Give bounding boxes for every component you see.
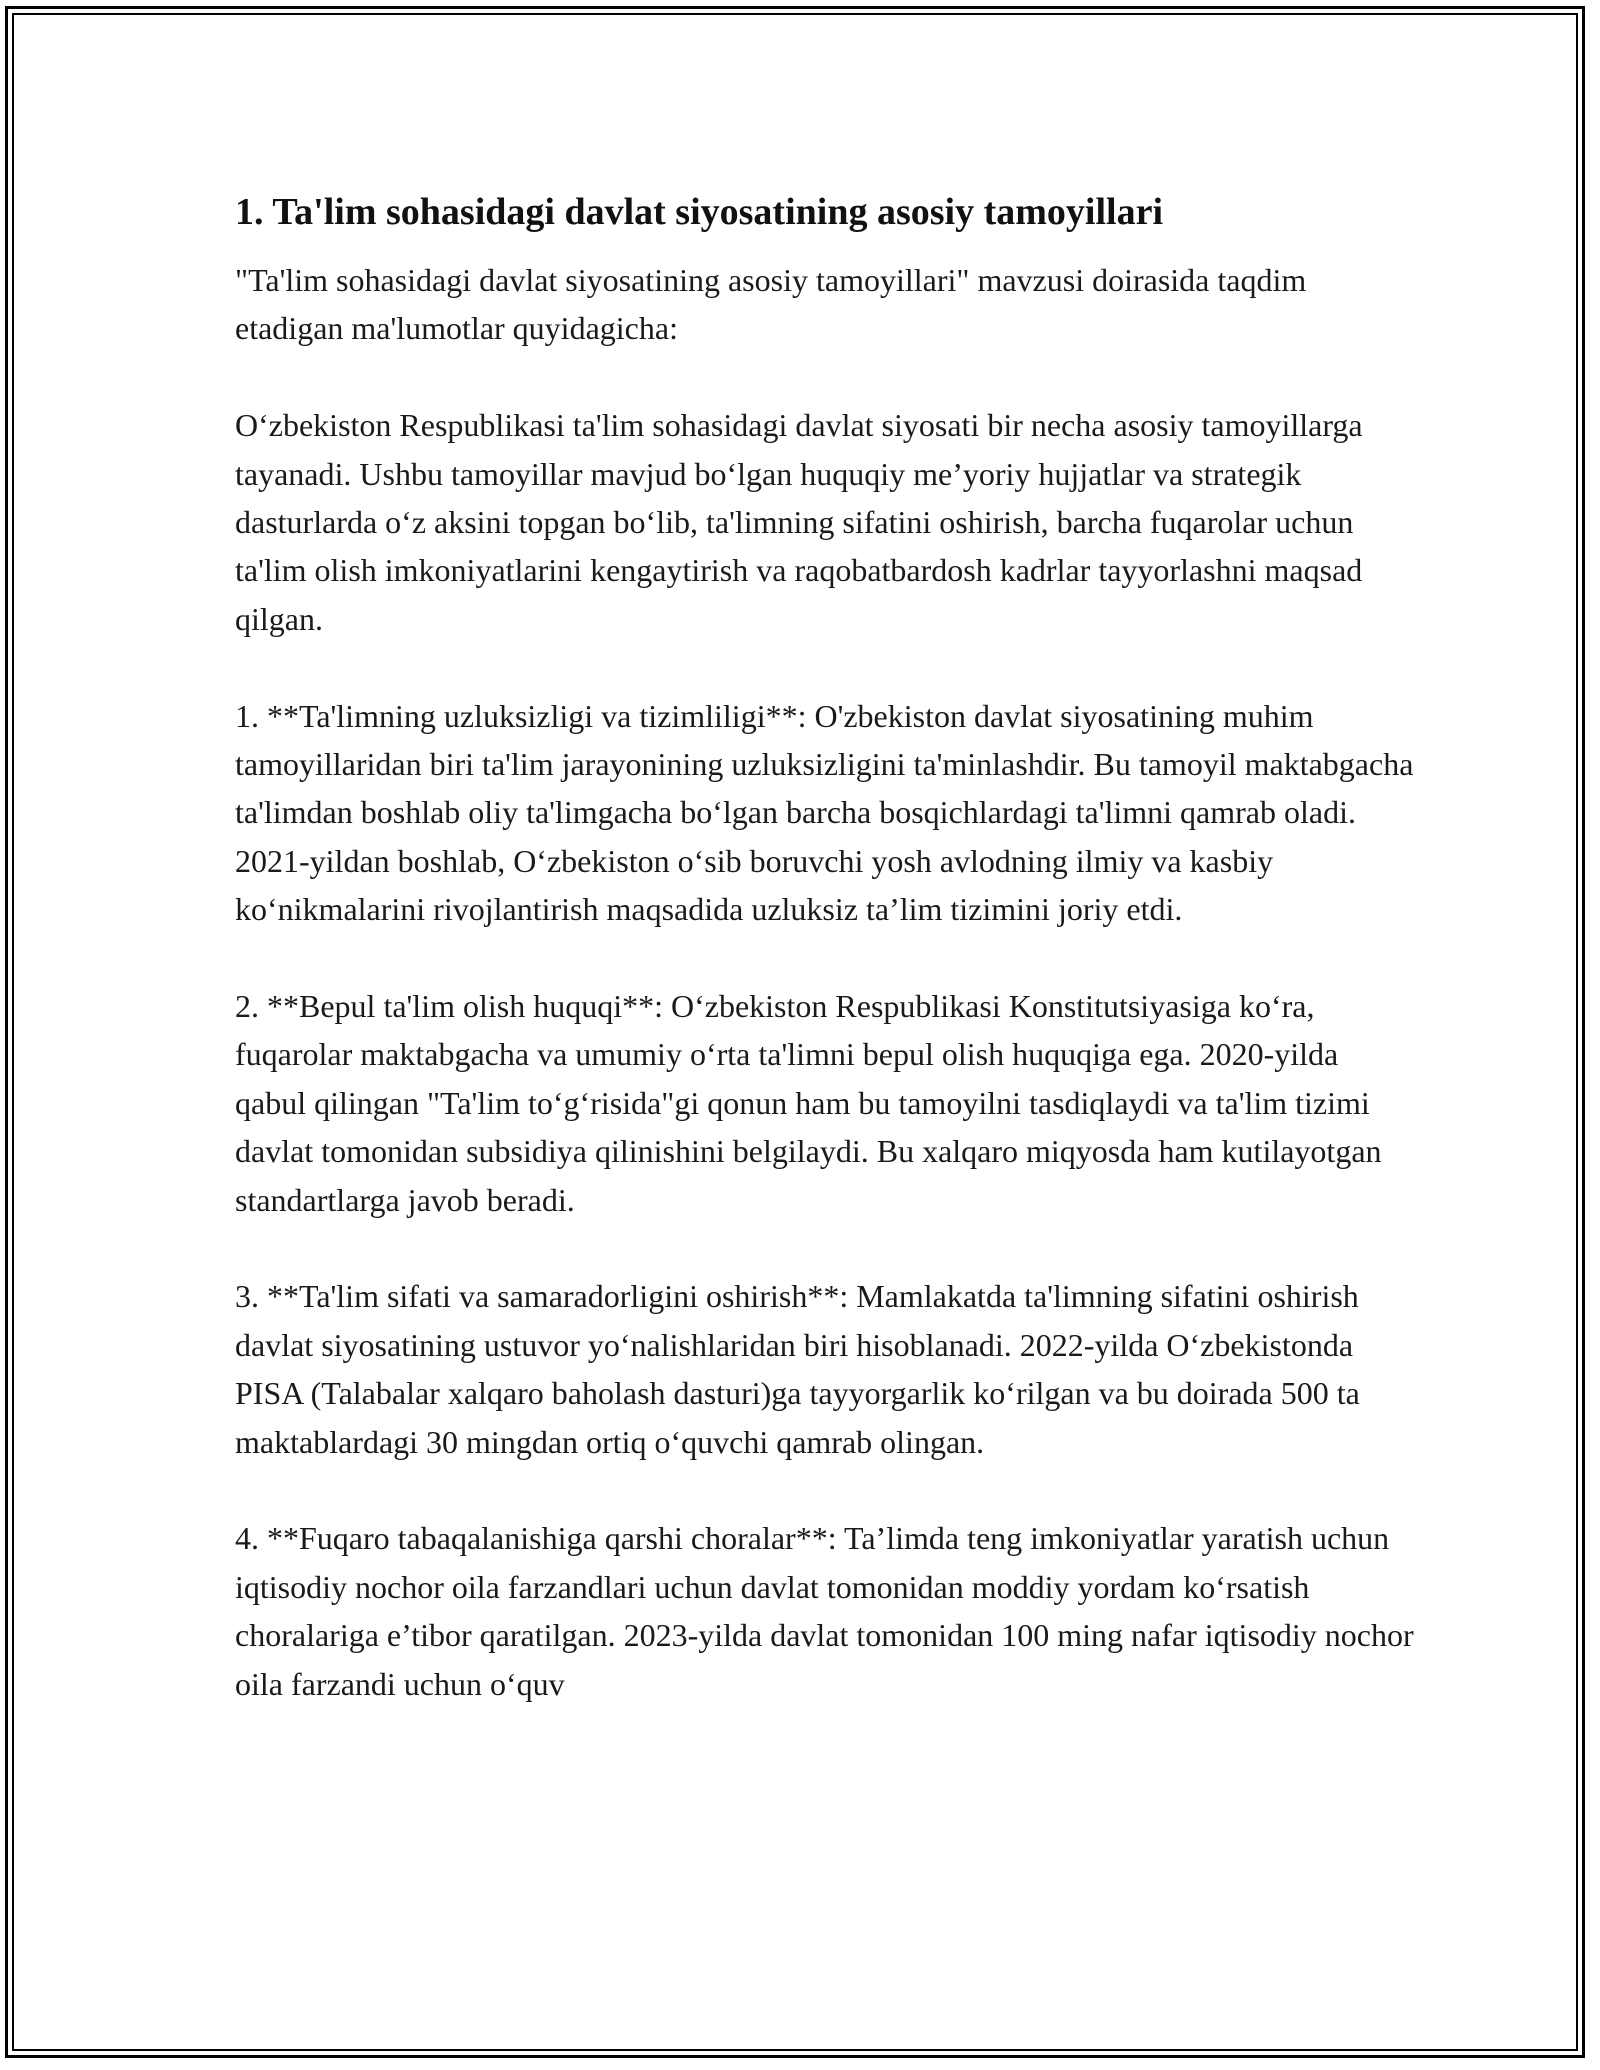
document-title: 1. Ta'lim sohasidagi davlat siyosatining asosiy tamoyillari (235, 191, 1164, 233)
intro-paragraph: "Ta'lim sohasidagi davlat siyosatining asosiy tamoyillari" mavzusi doirasida taqdim etadigan ma'lumotlar quyidagicha: (235, 262, 1307, 347)
overview-paragraph: O‘zbekiston Respublikasi ta'lim sohasidagi davlat siyosati bir necha asosiy tamoyillarga tayanadi. Ushbu tamoyillar mavjud bo‘lgan huquqiy me’yoriy hujjatlar va strategik dasturlarda o‘z aksini topgan bo‘lib, ta'limning sifatini oshirish, barcha fuqarolar uchun ta'lim olish imkoniyatlarini kengaytirish va raqobatbardosh kadrlar tayyorlashni maqsad qilgan. (235, 407, 1363, 637)
principle-1-paragraph: 1. **Ta'limning uzluksizligi va tizimliligi**: O'zbekiston davlat siyosatining muhim tamoyillaridan biri ta'lim jarayonining uzluksizligini ta'minlashdir. Bu tamoyil maktabgacha ta'limdan boshlab oliy ta'limgacha bo‘lgan barcha bosqichlardagi ta'limni qamrab oladi. 2021-yildan boshlab, O‘zbekiston o‘sib boruvchi yosh avlodning ilmiy va kasbiy ko‘nikmalarini rivojlantirish maqsadida uzluksiz ta’lim tizimini joriy etdi. (235, 697, 1414, 928)
principle-4-paragraph: 4. **Fuqaro tabaqalanishiga qarshi choralar**: Ta’limda teng imkoniyatlar yaratish uchun iqtisodiy nochor oila farzandlari uchun davlat tomonidan moddiy yordam ko‘rsatish choralariga e’tibor qaratilgan. 2023-yilda davlat tomonidan 100 ming nafar iqtisodiy nochor oila farzandi uchun o‘quv (235, 1520, 1414, 1702)
principle-2-paragraph: 2. **Bepul ta'lim olish huquqi**: O‘zbekiston Respublikasi Konstitutsiyasiga ko‘ra, fuqarolar maktabgacha va umumiy o‘rta ta'limni bepul olish huquqiga ega. 2020-yilda qabul qilingan "Ta'lim to‘g‘risida"gi qonun ham bu tamoyilni tasdiqlaydi va ta'lim tizimi davlat tomonidan subsidiya qilinishini belgilaydi. Bu xalqaro miqyosda ham kutilayotgan standartlarga javob beradi. (235, 988, 1382, 1218)
principle-3-paragraph: 3. **Ta'lim sifati va samaradorligini oshirish**: Mamlakatda ta'limning sifatini oshirish davlat siyosatining ustuvor yo‘nalishlaridan biri hisoblanadi. 2022-yilda O‘zbekistonda PISA (Talabalar xalqaro baholash dasturi)ga tayyorgarlik ko‘rilgan va bu doirada 500 ta maktablardagi 30 mingdan ortiq o‘quvchi qamrab olingan. (235, 1278, 1360, 1460)
document-body (235, 186, 1415, 1708)
